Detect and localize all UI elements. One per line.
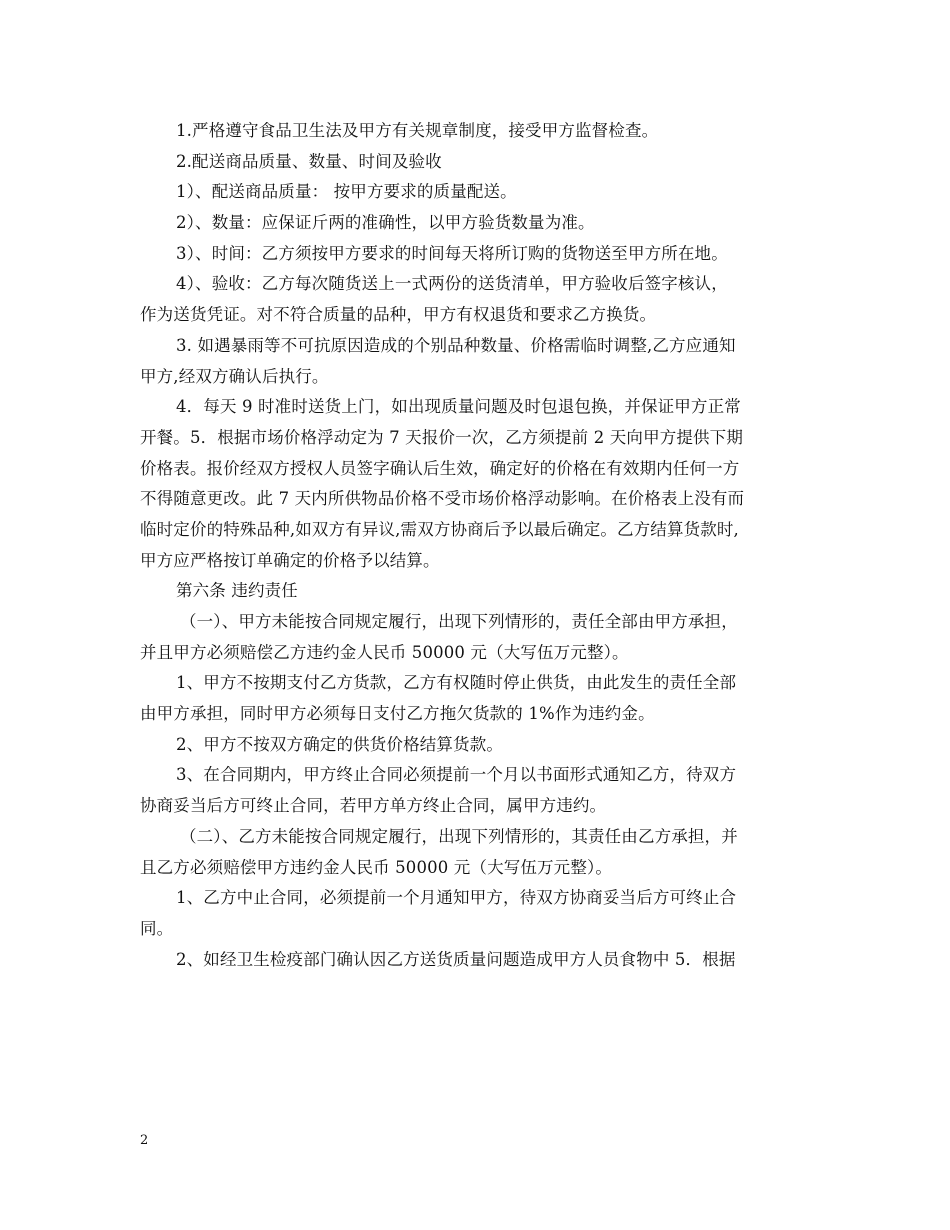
paragraph-line: 4．每天 9 时准时送货上门，如出现质量问题及时包退包换，并保证甲方正常 bbox=[176, 397, 741, 417]
paragraph-line: 3、在合同期内，甲方终止合同必须提前一个月以书面形式通知乙方，待双方 bbox=[176, 765, 737, 785]
paragraph-line: 开餐。5．根据市场价格浮动定为 7 天报价一次，乙方须提前 2 天向甲方提供下期 bbox=[140, 427, 743, 447]
paragraph-line: 协商妥当后方可终止合同，若甲方单方终止合同，属甲方违约。 bbox=[140, 796, 607, 816]
paragraph-line: 不得随意更改。此 7 天内所供物品价格不受市场价格浮动影响。在价格表上没有而 bbox=[140, 489, 745, 509]
paragraph-line: 2.配送商品质量、数量、时间及验收 bbox=[176, 151, 442, 171]
paragraph-line: 价格表。报价经双方授权人员签字确认后生效，确定好的价格在有效期内任何一方 bbox=[140, 458, 740, 478]
paragraph-line: 3. 如遇暴雨等不可抗原因造成的个别品种数量、价格需临时调整,乙方应通知 bbox=[176, 335, 736, 355]
paragraph-line: 甲方应严格按订单确定的价格予以结算。 bbox=[140, 550, 440, 570]
paragraph-line: 2）、数量：应保证斤两的准确性，以甲方验货数量为准。 bbox=[176, 213, 595, 233]
paragraph-line: （二）、乙方未能按合同规定履行，出现下列情形的，其责任由乙方承担，并 bbox=[180, 826, 738, 846]
paragraph-line: 4）、验收：乙方每次随货送上一式两份的送货清单，甲方验收后签字核认， bbox=[176, 274, 728, 294]
document-body bbox=[140, 116, 820, 975]
paragraph-line: 同。 bbox=[140, 918, 174, 938]
paragraph-line: 作为送货凭证。对不符合质量的品种，甲方有权退货和要求乙方换货。 bbox=[140, 305, 657, 325]
paragraph-line: 1）、配送商品质量： 按甲方要求的质量配送。 bbox=[176, 182, 517, 202]
paragraph-line: 2、甲方不按双方确定的供货价格结算货款。 bbox=[176, 734, 503, 754]
paragraph-line: 并且甲方必须赔偿乙方违约金人民币 50000 元（大写伍万元整）。 bbox=[140, 642, 629, 662]
paragraph-line: （一）、甲方未能按合同规定履行，出现下列情形的，责任全部由甲方承担， bbox=[180, 612, 738, 631]
paragraph-line: 2、如经卫生检疫部门确认因乙方送货质量问题造成甲方人员食物中 5．根据 bbox=[176, 949, 736, 969]
paragraph-line: 1.严格遵守食品卫生法及甲方有关规章制度，接受甲方监督检查。 bbox=[176, 121, 659, 140]
paragraph-line: 甲方,经双方确认后执行。 bbox=[140, 366, 329, 386]
paragraph-line: 且乙方必须赔偿甲方违约金人民币 50000 元（大写伍万元整）。 bbox=[140, 857, 613, 877]
paragraph-line: 1、乙方中止合同，必须提前一个月通知甲方，待双方协商妥当后方可终止合 bbox=[176, 888, 737, 908]
paragraph-line: 由甲方承担，同时甲方必须每日支付乙方拖欠货款的 1%作为违约金。 bbox=[140, 704, 655, 724]
paragraph-line: 临时定价的特殊品种,如双方有异议,需双方协商后予以最后确定。乙方结算货款时, bbox=[140, 519, 739, 539]
page-number: 2 bbox=[140, 1133, 149, 1148]
paragraph-line: 1、甲方不按期支付乙方货款，乙方有权随时停止供货，由此发生的责任全部 bbox=[176, 673, 737, 693]
paragraph-line: 3）、时间：乙方须按甲方要求的时间每天将所订购的货物送至甲方所在地。 bbox=[176, 243, 728, 263]
section-heading: 第六条 违约责任 bbox=[176, 581, 298, 601]
